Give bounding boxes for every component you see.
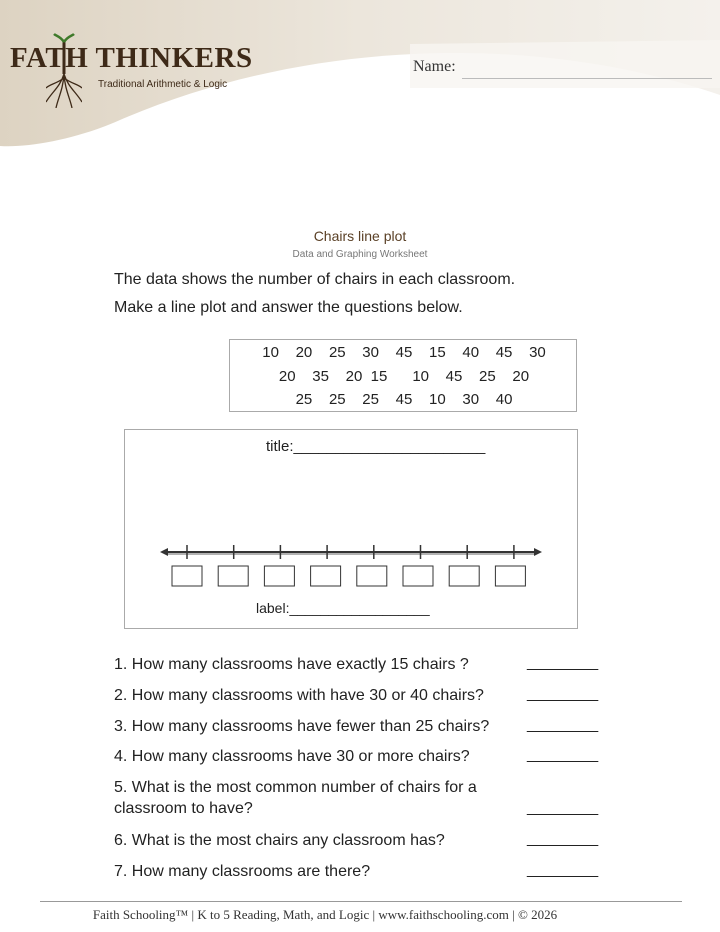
tick-label-box: [495, 566, 525, 586]
tick-label-box: [449, 566, 479, 586]
data-box: [229, 339, 577, 412]
question-6: 6. What is the most chairs any classroom has?: [114, 832, 445, 849]
logo-title: FATH THINKERS: [10, 42, 253, 74]
name-field[interactable]: [462, 78, 712, 79]
question-5: 5. What is the most common number of chairs for a: [114, 779, 477, 796]
tick-label-box: [403, 566, 433, 586]
intro-text-2: Make a line plot and answer the questions below.: [114, 299, 463, 316]
question-2: 2. How many classrooms with have 30 or 40 chairs?: [114, 687, 484, 704]
footer-divider: [40, 901, 682, 902]
footer-text: Faith Schooling™ | K to 5 Reading, Math, and Logic | www.faithschooling.com | © 2026: [92, 907, 558, 922]
tick-label-box: [311, 566, 341, 586]
question-5-line-2: classroom to have?: [114, 800, 253, 817]
number-line: [124, 429, 578, 629]
data-row: 20 35 20 15 10 45 25 20: [278, 368, 530, 385]
tick-label-box: [218, 566, 248, 586]
data-row: 25 25 25 45 10 30 40: [295, 391, 513, 408]
tick-label-box: [357, 566, 387, 586]
data-row: 10 20 25 30 45 15 40 45 30: [262, 344, 546, 361]
tick-label-box: [264, 566, 294, 586]
tick-label-box: [172, 566, 202, 586]
answer-blank-1[interactable]: ________: [527, 654, 599, 671]
answer-blank-3[interactable]: ________: [527, 716, 599, 733]
right-arrow-icon: [534, 548, 542, 556]
question-4: 4. How many classrooms have 30 or more chairs?: [114, 748, 470, 765]
faith-thinkers-logo: [6, 28, 256, 108]
answer-blank-4[interactable]: ________: [527, 746, 599, 763]
plot-title-prompt[interactable]: title:_______________________: [266, 438, 486, 455]
question-1: 1. How many classrooms have exactly 15 chairs ?: [114, 656, 469, 673]
worksheet-subtitle: Data and Graphing Worksheet: [292, 249, 428, 260]
plot-label-prompt[interactable]: label:__________________: [256, 600, 430, 616]
answer-blank-5[interactable]: ________: [527, 799, 599, 816]
left-arrow-icon: [160, 548, 168, 556]
answer-blank-2[interactable]: ________: [527, 685, 599, 702]
logo-subtitle: Traditional Arithmetic & Logic: [98, 79, 228, 90]
answer-blank-7[interactable]: ________: [527, 861, 599, 878]
intro-text-1: The data shows the number of chairs in each classroom.: [114, 271, 516, 288]
name-label: Name:: [413, 58, 456, 75]
question-7: 7. How many classrooms are there?: [114, 863, 371, 880]
question-3: 3. How many classrooms have fewer than 25 chairs?: [114, 718, 490, 735]
worksheet-title: Chairs line plot: [313, 228, 407, 244]
answer-blank-6[interactable]: ________: [527, 830, 599, 847]
